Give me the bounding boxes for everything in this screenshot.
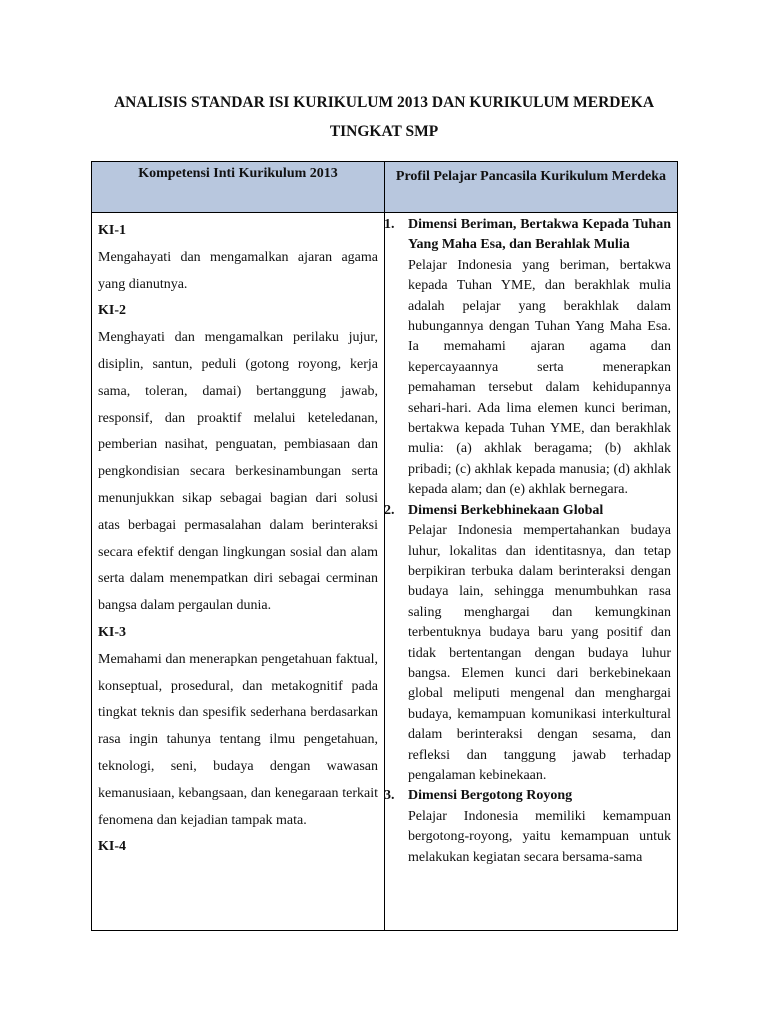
dimensi-title: Dimensi Bergotong Royong <box>408 788 573 804</box>
dimensi-title: Dimensi Beriman, Bertakwa Kepada Tuhan Yang Maha Esa, dan Berahlak Mulia <box>408 217 671 253</box>
dimensi-description: Pelajar Indonesia yang beriman, bertakwa kepada Tuhan YME, dan berakhlak mulia adalah pelajar yang berakhlak dalam hubungannya dengan Tuhan Yang Maha Esa. Ia memahami ajaran agama dan kepercayaannya serta menerapkan pemahaman tersebut dalam kehidupannya sehari-hari. Ada lima elemen kunci beriman, bertakwa kepada Tuhan YME, dan berakhlak mulia: (a) akhlak beragama; (b) akhlak pribadi; (c) akhlak kepada manusia; (d) akhlak kepada alam; dan (e) akhlak bernegara. <box>408 257 671 498</box>
column-header-kompetensi-inti: Kompetensi Inti Kurikulum 2013 <box>92 162 385 213</box>
ki-3-text: Memahami dan menerapkan pengetahuan faktual, konseptual, prosedural, dan metakognitif pada tingkat teknis dan spesifik sederhana berdasarkan rasa ingin tahunya tentang ilmu pengetahuan, teknologi, seni, budaya dengan wawasan kemanusiaan, kebangsaan, dan kenegaraan terkait fenomena dan kejadian tampak mata. <box>98 651 378 828</box>
list-item <box>385 501 671 787</box>
page-subtitle: TINGKAT SMP <box>329 123 439 140</box>
dimensi-title: Dimensi Berkebhinekaan Global <box>408 502 604 518</box>
list-item <box>385 215 671 501</box>
dimensi-description: Pelajar Indonesia memiliki kemampuan bergotong-royong, yaitu kemampuan untuk melakukan kegiatan secara bersama-sama <box>408 808 671 865</box>
ki-2-text: Menghayati dan mengamalkan perilaku jujur, disiplin, santun, peduli (gotong royong, kerja sama, toleran, damai) bertanggung jawab, responsif, dan proaktif melalui keteledanan, pemberian nasihat, penguatan, pembiasaan dan pengkondisian secara berkesinambungan serta menunjukkan sikap sebagai bagian dari solusi atas berbagai permasalahan dalam berinteraksi secara efektif dengan lingkungan sosial dan alam serta dalam menempatkan diri sebagai cerminan bangsa dalam pergaulan dunia. <box>98 330 378 614</box>
ki-4-label: KI-4 <box>98 839 126 855</box>
page-title: ANALISIS STANDAR ISI KURIKULUM 2013 DAN KURIKULUM MERDEKA <box>113 94 655 111</box>
dimensi-list <box>385 215 671 868</box>
list-number: 2. <box>384 502 395 518</box>
table-header-row <box>92 162 678 213</box>
analysis-table <box>91 161 678 931</box>
list-item <box>385 786 671 868</box>
column-header-profil-pelajar: Profil Pelajar Pancasila Kurikulum Merdeka <box>385 162 678 213</box>
profil-pelajar-cell <box>385 213 678 931</box>
kompetensi-inti-cell <box>92 213 385 931</box>
list-number: 3. <box>384 788 395 804</box>
dimensi-description: Pelajar Indonesia mempertahankan budaya luhur, lokalitas dan identitasnya, dan tetap berpikiran terbuka dalam berinteraksi dengan budaya lain, sehingga menumbuhkan rasa saling menghargai dan kemungkinan terbentuknya budaya baru yang positif dan tidak bertentangan dengan budaya luhur bangsa. Elemen kunci dari berkebinekaan global meliputi mengenal dan menghargai budaya, kemampuan komunikasi interkultural dalam berinteraksi dengan sesama, dan refleksi dan tanggung jawab terhadap pengalaman kebinekaan. <box>408 523 671 783</box>
table-row <box>92 213 678 931</box>
ki-1-text: Mengahayati dan mengamalkan ajaran agama yang dianutnya. <box>98 249 378 292</box>
ki-2-label: KI-2 <box>98 303 126 319</box>
ki-3-label: KI-3 <box>98 624 126 640</box>
list-number: 1. <box>384 217 395 232</box>
ki-1-label: KI-1 <box>98 223 126 238</box>
